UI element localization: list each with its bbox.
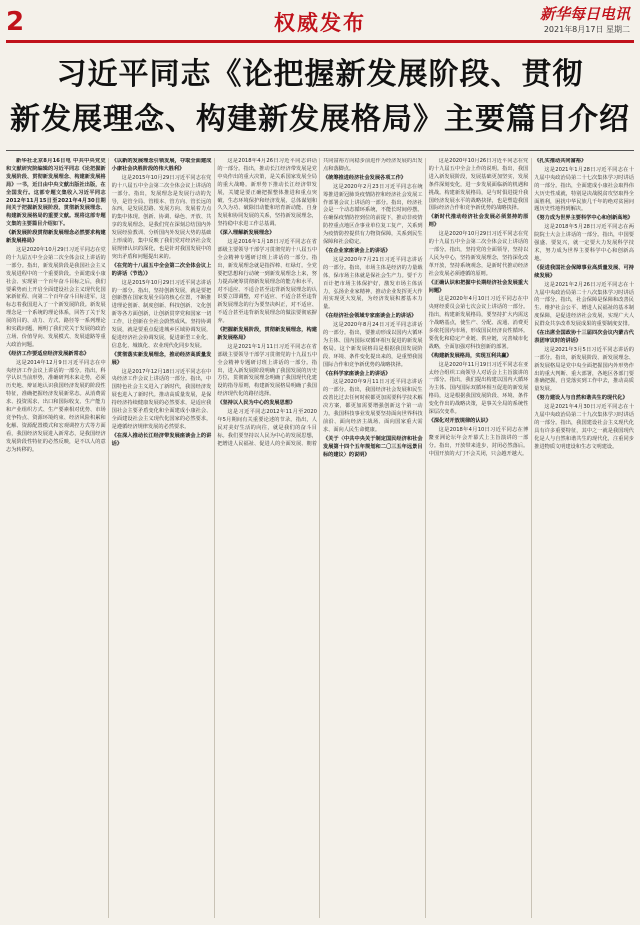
body-paragraph: 这是2014年12月9日习近平同志在中央经济工作会议上讲话的一部分。指出，科学认识当前形势，准确研判未来走势，必须历史地、辩证地认识我国经济发展的阶段性特征，准确把握经济发展新常态。从消费需求、投资需求、出口和国际收支、生产能力和产业组织方式、生产要素相对优势、市场竞争特点、资源环境约束、经济风险积累和化解、资源配置模式和宏观调控方式等方面看，我国经济发展进入新常态，是我国经济发展阶段性特征的必然反映，是不以人的意志为转移的。 (6, 359, 106, 453)
body-paragraph: 这是2020年4月10日习近平同志在中央财经委员会第七次会议上讲话的一部分。指出，构建新发展格局，要坚持扩大内需这个战略基点，使生产、分配、流通、消费更多依托国内市场，形成国民经济良性循环。要优化和稳定产业链、供应链，完善城市化战略，全面加强对科技创新的部署。 (428, 296, 529, 350)
body-paragraph: 这是2016年1月18日习近平同志在省部级主要领导干部学习贯彻党的十八届五中全会精神专题研讨班上讲话的一部分。指出，新发展理念就是指挥棒、红绿灯。全党要把思想和行动统一到新发展理念上来，努力提高统筹贯彻新发展理念的能力和水平，对不适应、不适合甚至违背新发展理念的认识要立即调整，对不适应、不适合甚至违背新发展理念的行为要坚决纠正，对不适应、不适合甚至违背新发展理念的做法要彻底摒弃。 (217, 239, 317, 325)
section-subheading: 《扎实推动共同富裕》 (534, 158, 587, 164)
body-paragraph: 这是2020年11月19日习近平同志在亚太经合组织工商领导人对话会上主旨演讲的一部分。指出，我们提出构建以国内大循环为主体、国内国际双循环相互促进的新发展格局，这是根据我国发展阶段、环境、条件变化作出的战略决策，是事关全局的系统性深层次变革。 (428, 361, 529, 416)
section-subheading: 《新发展阶段贯彻新发展理念必然要求构建新发展格局》 (6, 230, 106, 245)
body-paragraph: 这是2021年1月11日习近平同志在省部级主要领导干部学习贯彻党的十九届五中全会精神专题研讨班上讲话的一部分。指出，进入新发展阶段明确了我国发展的历史方位，贯彻新发展理念明确了我国现代化建设的指导原则，构建新发展格局明确了我国经济现代化的路径选择。 (217, 343, 317, 398)
body-paragraph: 这是2020年10月29日习近平同志在党的十九届五中全会第二次全体会议上讲话的一部分。指出，新发展阶段是我国社会主义发展进程中的一个重要阶段。全面建成小康社会、实现第一个百年奋斗目标之后，我们要乘势而上开启全面建设社会主义现代化国家新征程、向第二个百年奋斗目标进军，这标志着我国进入了一个新发展阶段。新发展理念是一个系统的理论体系，回答了关于发展的目的、动力、方式、路径等一系列理论和实践问题，阐明了我们党关于发展的政治立场、价值导向、发展模式、发展道路等重大政治问题。 (6, 246, 106, 348)
newspaper-brand: 新华每日电讯 (539, 5, 630, 23)
body-paragraph: 这是习近平同志2012年11月至2020年5月期间有关重要论述的节录。指出，人民对美好生活的向往，就是我们的奋斗目标。我们要坚持以人民为中心的发展思想，把增进人民福祉、促进人的全面发展、朝着共同富裕方向稳步前进作为经济发展的出发点和落脚点。 (217, 158, 423, 447)
body-paragraph: 这是2018年5月28日习近平同志在两院院士大会上讲话的一部分。指出，中国要强盛、要复兴，就一定要大力发展科学技术，努力成为世界主要科学中心和创新高地。 (534, 224, 634, 262)
section-subheading: 《在深入推动长江经济带发展座谈会上的讲话》 (111, 432, 212, 447)
section-subheading: 《在党的十八届五中全会第二次全体会议上的讲话（节选）》 (111, 262, 212, 277)
section-subheading: 《正确认识和把握中长期经济社会发展重大问题》 (428, 279, 529, 294)
lead-paragraph: 新华社北京8月16日电 中共中央党史和文献研究院编辑的习近平同志《论把握新发展阶段、贯彻新发展理念、构建新发展格局》一书，近日由中央文献出版社出版，在全国发行。这部专题文集收入习近平同志2012年11月15日至2021年4月30日期间关于把握新发展阶段、贯彻新发展理念、构建新发展格局的重要文献。现将这部专题文集的主要篇目介绍如下。 (6, 158, 106, 228)
body-paragraph: 这是2017年12月18日习近平同志在中央经济工作会议上讲话的一部分。指出，中国特色社会主义进入了新时代，我国经济发展也进入了新时代。推动高质量发展，是保持经济持续健康发展的必然要求，是适应我国社会主要矛盾变化和全面建成小康社会、全面建设社会主义现代化国家的必然要求，是遵循经济规律发展的必然要求。 (111, 368, 212, 430)
section-subheading: 《贯彻落实新发展理念，推动经济高质量发展》 (111, 351, 212, 366)
section-subheading: 《在出席全国政协十三届四次会议内蒙古代表团审议时的讲话》 (534, 330, 634, 344)
body-paragraph: 这是2021年2月26日习近平同志在十九届中央政治局第二十八次集体学习时讲话的一部分。指出，社会保障是保障和改善民生、维护社会公平、增进人民福祉的基本制度保障，是促进经济社会发展、实现广大人民群众共享改革发展成果的重要制度安排。 (534, 281, 634, 328)
body-paragraph: 这是2020年10月26日习近平同志在党的十九届五中全会上作的说明。指出，我国进入新发展阶段，发展基础更加坚实，发展条件深刻变化，进一步发展面临新的机遇和挑战。构建新发展格局，是与时俱进提升我国经济发展水平的战略抉择，也是塑造我国国际经济合作和竞争新优势的战略抉择。 (428, 158, 529, 212)
headline-line-2: 新发展理念、构建新发展格局》主要篇目介绍 (10, 102, 630, 137)
section-subheading: 《坚持以人民为中心的发展思想》 (217, 400, 296, 407)
section-subheading: 《深入理解新发展理念》 (217, 230, 275, 237)
section-subheading: 《新时代推动经济社会发展必须坚持的原则》 (428, 214, 529, 229)
body-paragraph: 这是2021年4月30日习近平同志在十九届中央政治局第二十九次集体学习时讲话的一部分。指出，我国建设社会主义现代化具有许多重要特征，其中之一就是我国现代化是人与自然和谐共生的现代化，注重同步推进物质文明建设和生态文明建设。 (534, 404, 634, 450)
section-title: 权威发布 (274, 11, 366, 35)
section-subheading: 《以新的发展理念引领发展，夺取全面建成小康社会决胜阶段的伟大胜利》 (111, 158, 212, 172)
headline-line-1: 习近平同志《论把握新发展阶段、贯彻 (56, 57, 584, 92)
section-subheading: 《促进我国社会保障事业高质量发展、可持续发展》 (534, 264, 634, 279)
body-paragraph: 这是2020年7月21日习近平同志讲话的一部分。指出，市场主体是经济的力量载体，保市场主体就是保社会生产力。要千方百计把市场主体保护好，激发市场主体活力，弘扬企业家精神，推动企业发挥更大作用实现更大发展，为经济发展积蓄基本力量。 (322, 256, 423, 311)
section-subheading: 《在企业家座谈会上的讲话》 (322, 247, 391, 254)
body-paragraph: 这是2018年4月26日习近平同志讲话的一部分。指出，推动长江经济带发展是党中央作出的重大决策，是关系国家发展全局的重大战略。新形势下推动长江经济带发展，关键是要正确把握整体推进和重点突破、生态环境保护和经济发展、总体谋划和久久为功、破除旧动能和培育新动能、自身发展和协同发展的关系，坚持新发展理念，坚持稳中求进工作总基调。 (217, 158, 317, 228)
section-subheading: 《在经济社会领域专家座谈会上的讲话》 (322, 313, 417, 320)
body-paragraph: 这是2020年8月24日习近平同志讲话的一部分。指出，要推动形成以国内大循环为主体、国内国际双循环相互促进的新发展格局。这个新发展格局是根据我国发展阶段、环境、条件变化提出来的，是重塑我国国际合作和竞争新优势的战略抉择。 (322, 322, 423, 368)
masthead (0, 0, 640, 46)
body-paragraph: 这是2015年10月29日习近平同志在党的十八届五中全会第二次全体会议上讲话的一部分。指出，发展理念是发展行动的先导，是管全局、管根本、管方向、管长远的东西，是发展思路、发展方向、发展着力点的集中体现。创新、协调、绿色、开放、共享的发展理念，是我们党在深刻总结国内外发展经验教训、分析国内外发展大势的基础上形成的，集中反映了我们党对经济社会发展规律认识的深化，也是针对我国发展中的突出矛盾和问题提出来的。 (111, 174, 212, 260)
body-paragraph: 这是2020年9月11日习近平同志讲话的一部分。指出，我国经济社会发展和民生改善比过去任何时候都更加需要科学技术解决方案，都更加需要增强创新这个第一动力。我国科技事业发展要坚持面向世界科技前沿、面向经济主战场、面向国家重大需求、面向人民生命健康。 (322, 379, 423, 433)
section-subheading: 《经济工作要适应经济发展新常态》 (6, 350, 90, 357)
article-body (6, 158, 634, 918)
body-paragraph: 这是2021年1月28日习近平同志在十九届中央政治局第二十七次集体学习时讲话的一部分。指出，全面建成小康社会取得伟大历史性成就，特别是决战脱贫攻坚取得全面胜利，困扰中华民族几千年的绝对贫困问题历史性地得到解决。 (534, 166, 634, 213)
section-subheading: 《统筹推进经济社会发展各项工作》 (322, 174, 406, 181)
body-paragraph: 这是2018年4月10日习近平同志在博鳌亚洲论坛年会开幕式上主旨演讲的一部分。指出，开放带来进步，封闭必然落后。中国开放的大门不会关闭，只会越开越大。 (428, 426, 529, 457)
headline-divider (6, 150, 634, 151)
masthead-divider (6, 40, 634, 43)
body-paragraph: 这是2020年2月23日习近平同志在统筹推进新冠肺炎疫情防控和经济社会发展工作部署会议上讲话的一部分。指出，经济社会是一个动态循环系统，不能长时间停摆。在确保疫情防控到位的前提下，推动非疫情防控重点地区企事业单位复工复产，关系到为疫情防控提供有力物资保障，关系到民生保障和社会稳定。 (322, 183, 423, 246)
section-subheading: 《关于〈中共中央关于制定国民经济和社会发展第十四个五年规划和二〇三五年远景目标的建议〉的说明》 (322, 435, 423, 458)
body-paragraph: 这是2020年10月29日习近平同志在党的十九届五中全会第二次全体会议上讲话的一部分。指出，坚持党的全面领导，坚持以人民为中心，坚持新发展理念，坚持深化改革开放，坚持系统观念，是新时代推动经济社会发展必须遵循的原则。 (428, 231, 529, 277)
section-subheading: 《在科学家座谈会上的讲话》 (322, 370, 391, 377)
body-paragraph: 这是2021年3月5日习近平同志讲话的一部分。指出，新发展阶段、新发展理念、新发展格局是党中央全面把握国内外形势作出的重大判断、重大部署，各地区各部门要准确把握，自觉落实到工作中去，推动高质量发展。 (534, 346, 634, 393)
section-subheading: 《努力成为世界主要科学中心和创新高地》 (534, 215, 633, 222)
section-subheading: 《深化对开放规律的认识》 (428, 418, 491, 424)
issue-date: 2021年8月17日 星期二 (543, 25, 630, 34)
section-subheading: 《努力建设人与自然和谐共生的现代化》 (534, 395, 628, 402)
page-number: 2 (6, 7, 25, 37)
section-subheading: 《把握新发展阶段，贯彻新发展理念，构建新发展格局》 (217, 327, 317, 341)
body-paragraph: 这是2015年10月29日习近平同志讲话的一部分。指出，坚持创新发展，就是要把创新摆在国家发展全局的核心位置，不断推进理论创新、制度创新、科技创新、文化创新等各方面创新，让创新贯穿党和国家一切工作，让创新在全社会蔚然成风。坚持协调发展，就是要重点促进城乡区域协调发展，促进经济社会协调发展，促进新型工业化、信息化、城镇化、农业现代化同步发展。 (111, 279, 212, 349)
section-subheading: 《构建新发展格局，实现互利共赢》 (428, 352, 512, 359)
